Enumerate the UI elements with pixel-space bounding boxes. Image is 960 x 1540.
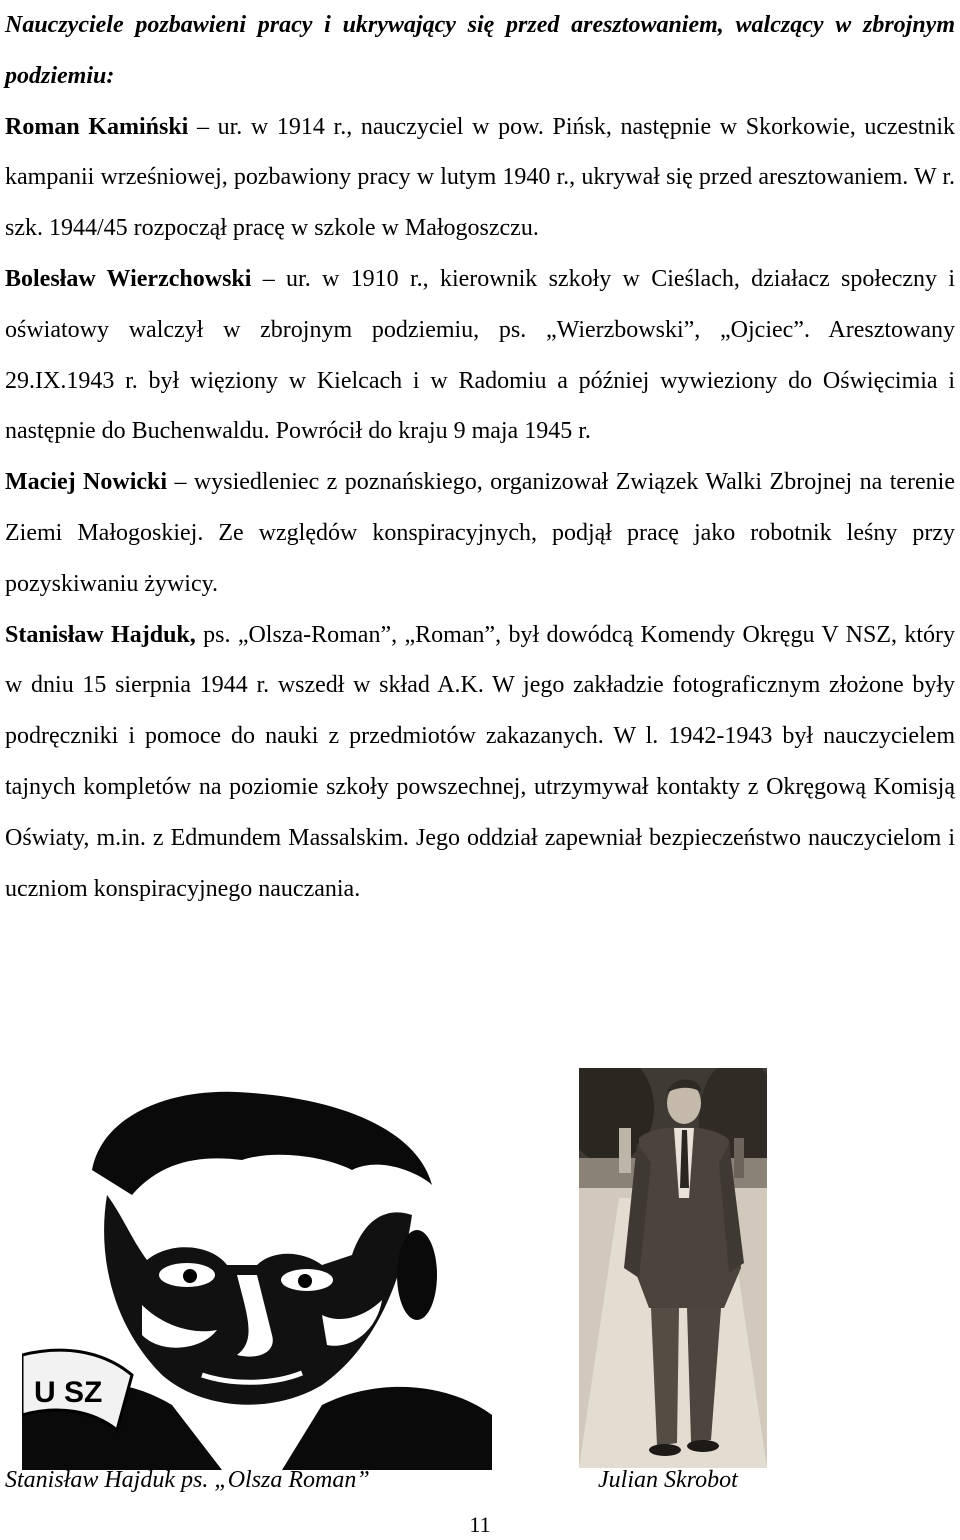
entry-text: – ur. w 1914 r., nauczyciel w pow. Pińsk, następnie w Skorkowie, uczestnik kampanii wrześniowej, pozbawiony pracy w lutym 1940 r., ukrywał się przed aresztowaniem. W r. szk. 1944/45 rozpoczął pracę w szkole w Małogoszczu.: [5, 113, 955, 242]
entry-name: Maciej Nowicki: [5, 469, 168, 496]
page-number: 11: [469, 1512, 491, 1537]
portrait-hajduk-illustration: [22, 1075, 492, 1470]
entry-name: Stanisław Hajduk,: [5, 621, 196, 648]
entry-name: Bolesław Wierzchowski: [5, 265, 252, 292]
portrait-skrobot-illustration: [579, 1068, 767, 1468]
portrait-photo-hajduk: [22, 1075, 492, 1470]
photo-caption-skrobot: Julian Skrobot: [598, 1467, 738, 1493]
entry-text: – wysiedleniec z poznańskiego, organizował Związek Walki Zbrojnej na terenie Ziemi Małogoskiej. Ze względów konspiracyjnych, podjął pracę jako robotnik leśny przy pozyskiwaniu żywicy.: [5, 469, 955, 597]
armband-text: U SZ: [34, 1376, 103, 1409]
article-text: [5, 0, 955, 914]
photo-caption-hajduk: Stanisław Hajduk ps. „Olsza Roman”: [5, 1467, 370, 1493]
entry-kaminski: [5, 102, 955, 254]
portrait-photo-skrobot: [579, 1068, 767, 1468]
entry-wierzchowski: [5, 254, 955, 457]
entry-text: – ur. w 1910 r., kierownik szkoły w Cieślach, działacz społeczny i oświatowy walczył w zbrojnym podziemiu, ps. „Wierzbowski”, „Ojciec”. Aresztowany 29.IX.1943 r. był więziony w Kielcach i w Radomiu a później wywieziony do Oświęcimia i następnie do Buchenwaldu. Powrócił do kraju 9 maja 1945 r.: [5, 265, 956, 445]
entry-text: ps. „Olsza-Roman”, „Roman”, był dowódcą Komendy Okręgu V NSZ, który w dniu 15 sierpnia 1944 r. wszedł w skład A.K. W jego zakładzie fotograficznym złożone były podręczniki i pomoce do nauki z przedmiotów zakazanych. W l. 1942-1943 był nauczycielem tajnych kompletów na poziomie szkoły powszechnej, utrzymywał kontakty z Okręgową Komisją Oświaty, m.in. z Edmundem Massalskim. Jego oddział zapewniał bezpieczeństwo nauczycielom i uczniom konspiracyjnego nauczania.: [5, 621, 955, 902]
entry-hajduk: [5, 610, 955, 915]
entry-name: Roman Kamiński: [5, 113, 189, 140]
entry-nowicki: [5, 457, 955, 609]
section-heading: Nauczyciele pozbawieni pracy i ukrywający się przed aresztowaniem, walczący w zbrojnym podziemiu:: [5, 12, 955, 89]
